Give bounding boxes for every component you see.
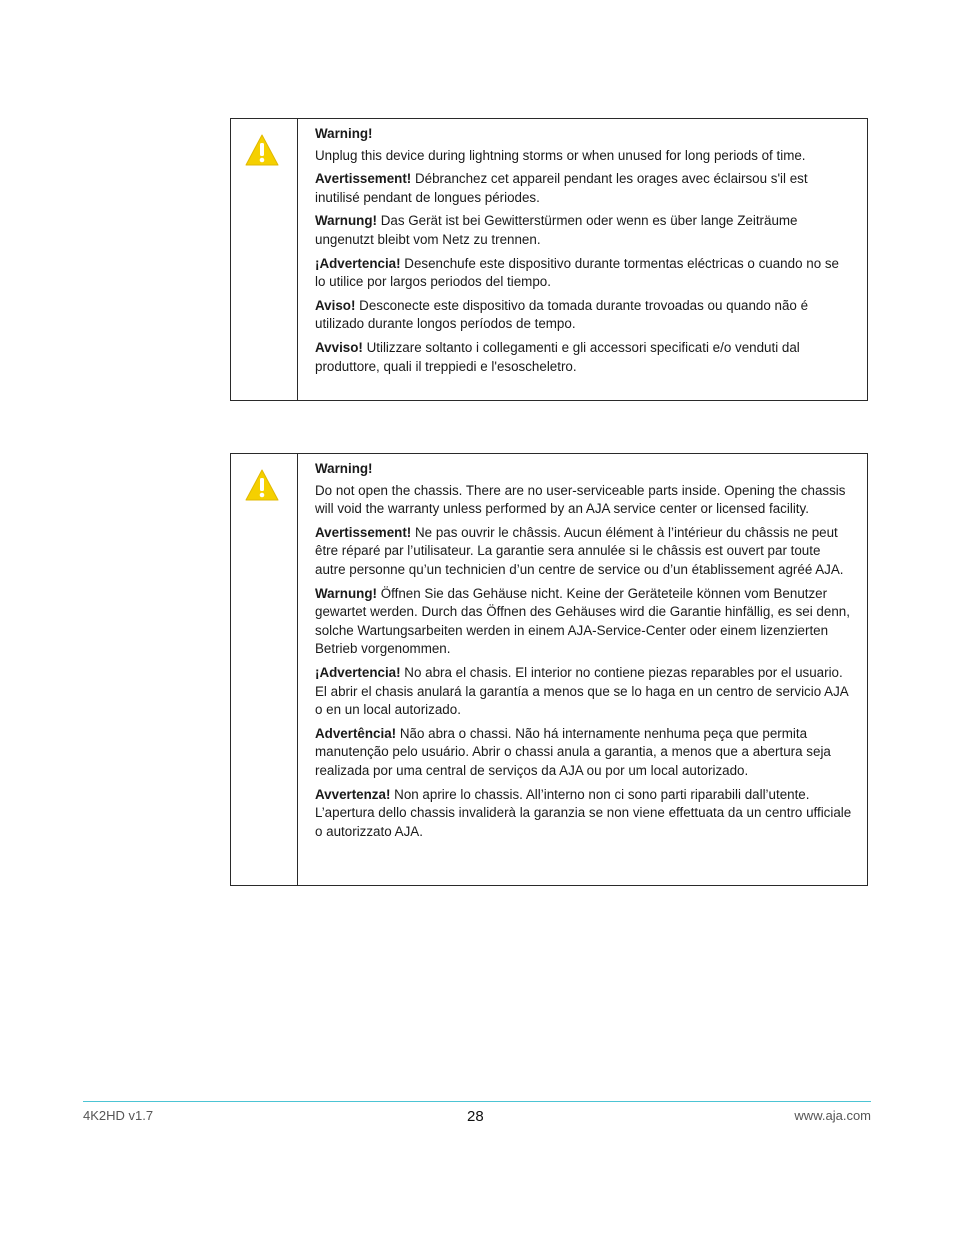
- warning-item-label: Avertissement!: [315, 524, 412, 540]
- footer-doc-version: 4K2HD v1.7: [83, 1108, 154, 1123]
- warning-item-label: Warnung!: [315, 213, 377, 229]
- warning-item-it: [315, 339, 853, 376]
- warning-item-fr: [315, 524, 853, 580]
- warning-heading: Warning!: [315, 461, 373, 476]
- warning-item-text: Desconecte este dispositivo da tomada durante trovoadas ou quando não é utilizado durante longos períodos de tempo.: [315, 297, 809, 332]
- warning-item-text: Öffnen Sie das Gehäuse nicht. Keine der Geräteteile können vom Benutzer gewartet werden. Durch das Öffnen des Gehäuses wird die Garantie hinfällig, es sei denn, solche Wartungsarbeiten werden in einem AJA-Service-Center oder einem lizenzierten Betrieb vorgenommen.: [315, 585, 850, 657]
- warning-item-label: Avvertenza!: [315, 786, 391, 802]
- warning-item-it: [315, 786, 853, 842]
- warning-text: [298, 119, 867, 400]
- warning-lead-text: Do not open the chassis. There are no user-serviceable parts inside. Opening the chassis will void the warranty unless performed by an AJA service center or licensed facility.: [315, 482, 846, 517]
- warning-item-pt: [315, 297, 853, 334]
- warning-item-label: Avertissement!: [315, 171, 412, 187]
- warning-item-text: Não abra o chassi. Não há internamente nenhuma peça que permita manutenção pelo usuário. Abrir o chassi anula a garantia, a menos que a abertura seja realizada por uma central de serviços da AJA ou por um local autorizado.: [315, 725, 831, 778]
- warning-item-label: Advertência!: [315, 725, 397, 741]
- warning-heading: Warning!: [315, 126, 373, 141]
- warning-item-label: Avviso!: [315, 339, 363, 355]
- warning-box-lightning: [230, 118, 868, 401]
- warning-item-es: [315, 255, 853, 292]
- warning-icon-cell: [231, 454, 298, 885]
- warning-item-text: Débranchez cet appareil pendant les orages avec éclairsou s'il est inutilisé pendant de longues périodes.: [315, 171, 808, 205]
- warning-item-text: Non aprire lo chassis. All’interno non ci sono parti riparabili dall’utente. L’apertura dello chassis invaliderà la garanzia se non viene effettuata da un centro ufficiale o autorizzato AJA.: [315, 786, 852, 839]
- warning-triangle-icon: [245, 468, 279, 502]
- page-number: 28: [467, 1108, 484, 1125]
- warning-item-label: ¡Advertencia!: [315, 255, 401, 271]
- warning-item-label: ¡Advertencia!: [315, 664, 401, 680]
- warning-item-text: No abra el chasis. El interior no contiene piezas reparables por el usuario. El abrir el chasis anulará la garantía a menos que se lo haga en un centro de servicio AJA o en un local autorizado.: [315, 664, 848, 718]
- warning-icon-cell: [231, 119, 298, 400]
- footer-website: www.aja.com: [794, 1108, 871, 1123]
- warning-item-es: [315, 664, 853, 720]
- warning-item-text: Das Gerät ist bei Gewitterstürmen oder wenn es über lange Zeiträume ungenutzt bleibt vom Netz zu trennen.: [315, 213, 798, 247]
- warning-item-text: Utilizzare soltanto i collegamenti e gli accessori specificati e/o venduti dal produttore, quali il treppiedi e l'esoscheletro.: [315, 339, 800, 374]
- warning-item-label: Warnung!: [315, 585, 377, 601]
- warning-item-text: Ne pas ouvrir le châssis. Aucun élément à l’intérieur du châssis ne peut être réparé par l’utilisateur. La garantie sera annulée si le châssis est ouvert par toute autre personne qu’un technicien d’un centre de service ou d’un établissement agréé AJA.: [315, 524, 844, 577]
- warning-item-de: [315, 585, 853, 659]
- warning-item-de: [315, 212, 853, 249]
- warning-item-fr: [315, 170, 853, 207]
- warning-item-label: Aviso!: [315, 297, 356, 313]
- warning-item-text: Desenchufe este dispositivo durante tormentas eléctricas o cuando no se lo utilice por largos periodos del tiempo.: [315, 255, 840, 290]
- warning-lead-text: Unplug this device during lightning storms or when unused for long periods of time.: [315, 147, 806, 163]
- warning-triangle-icon: [245, 133, 279, 167]
- footer-divider: [83, 1101, 871, 1102]
- warning-text: [298, 454, 867, 885]
- warning-box-chassis: [230, 453, 868, 886]
- warning-item-pt: [315, 725, 853, 781]
